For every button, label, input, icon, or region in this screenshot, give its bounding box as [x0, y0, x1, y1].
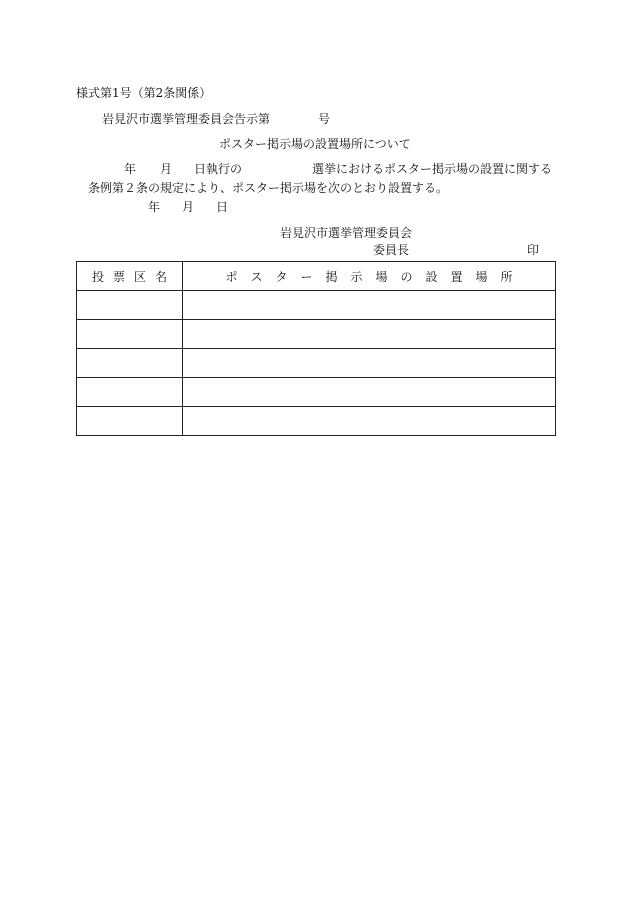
- body-clause-end: 選挙におけるポスター掲示場の設置に関する: [312, 162, 553, 176]
- location-cell[interactable]: [183, 320, 556, 349]
- district-cell[interactable]: [77, 378, 183, 407]
- issuer-chair: 委員長: [373, 243, 410, 257]
- district-cell[interactable]: [77, 320, 183, 349]
- table-row: [77, 349, 556, 378]
- table-row: [77, 291, 556, 320]
- table-row: [77, 407, 556, 436]
- body-month: 月: [160, 162, 173, 176]
- date-month: 月: [182, 200, 195, 214]
- district-cell[interactable]: [77, 291, 183, 320]
- notice-suffix: 号: [318, 112, 331, 126]
- header-location: ポスター掲示場の設置場所: [183, 262, 556, 291]
- body-line-1: [124, 162, 552, 176]
- table-row: [77, 378, 556, 407]
- table-row: [77, 320, 556, 349]
- poster-location-table: [76, 261, 556, 436]
- district-cell[interactable]: [77, 349, 183, 378]
- body-line-2: 条例第２条の規定により、ポスター掲示場を次のとおり設置する。: [88, 181, 449, 195]
- location-cell[interactable]: [183, 378, 556, 407]
- header-district: 投票区名: [77, 262, 183, 291]
- issuer-committee: 岩見沢市選挙管理委員会: [280, 226, 413, 240]
- table-header-row: [77, 262, 556, 291]
- date-year: 年: [148, 200, 161, 214]
- document-title: ポスター掲示場の設置場所について: [219, 137, 411, 151]
- body-year: 年: [124, 162, 137, 176]
- location-cell[interactable]: [183, 291, 556, 320]
- date-day: 日: [216, 200, 229, 214]
- location-cell[interactable]: [183, 349, 556, 378]
- body-day-exec: 日執行の: [194, 162, 243, 176]
- date-line: [148, 200, 228, 214]
- seal-mark: 印: [527, 243, 540, 257]
- location-cell[interactable]: [183, 407, 556, 436]
- notice-line: [102, 112, 330, 126]
- district-cell[interactable]: [77, 407, 183, 436]
- form-number: 様式第1号（第2条関係）: [76, 86, 212, 100]
- notice-label: 岩見沢市選挙管理委員会告示第: [102, 112, 271, 126]
